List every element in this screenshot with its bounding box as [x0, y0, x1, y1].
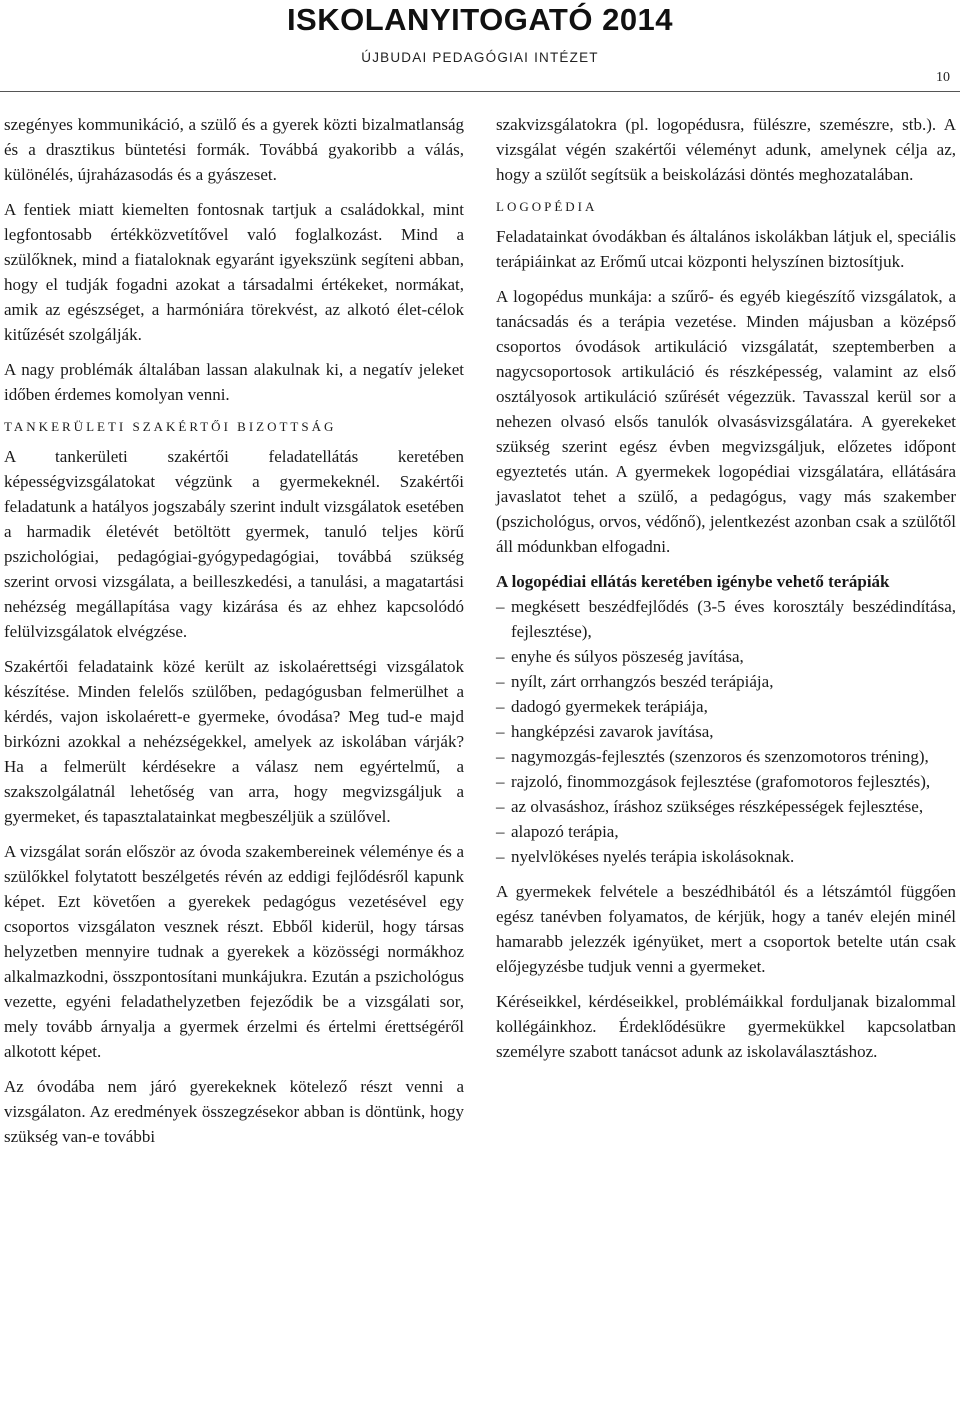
- paragraph: szegényes kommunikáció, a szülő és a gyerek közti bizalmatlanság és a drasztikus büntetési formák. Továbbá gyakoribb a válás, különélés, újraházasodás és a gyászeset.: [4, 115, 464, 184]
- list-item: – megkésett beszédfejlődés (3-5 éves korosztály beszédindítása, fejlesztése),: [496, 594, 956, 644]
- page-number: 10: [936, 70, 950, 85]
- paragraph: A fentiek miatt kiemelten fontosnak tartjuk a családokkal, mint legfontosabb értékközvetítővel való foglalkozást. Mind a szülőknek, mind a fiataloknak egyaránt igyekszünk segíteni abban, hogy el tudják fogadni azokat a társadalmi értékeket, normákat, amik az egészséget, a harmóniára törekvést, az alkotó élet-célok kitűzését szolgálják.: [4, 200, 464, 344]
- list-item: – alapozó terápia,: [496, 819, 956, 844]
- list-item: – enyhe és súlyos pöszeség javítása,: [496, 644, 956, 669]
- paragraph: A logopédus munkája: a szűrő- és egyéb kiegészítő vizsgálatok, a tanácsadás és a terápia vezetése. Minden májusban a középső csoportos óvodások artikuláció vizsgálatát, szeptemberben a nagycsoportosok artikuláció és részképesség, valamint az első osztályosok artikuláció szűrését végezzük. Tavasszal kerül sor a nehezen olvasó elsős tanulók olvasásvizsgálatára. A gyerekeket szükség szerint egész évben megvizsgáljuk, előzetes időpont egyeztetés után. A gyermekek logopédiai vizsgálatára, ellátására javaslatot tehet a szülő, a pedagógus, vagy más szakember (pszichológus, orvos, védőnő), jelentkezést azonban csak a szülőtől áll módunkban elfogadni.: [496, 287, 956, 556]
- therapy-list: [496, 594, 956, 869]
- list-item: – rajzoló, finommozgások fejlesztése (grafomotoros fejlesztés),: [496, 769, 956, 794]
- paragraph: Az óvodába nem járó gyerekeknek kötelező részt venni a vizsgálaton. Az eredmények összegzésekor abban is döntünk, hogy szükség van-e további: [4, 1077, 464, 1146]
- left-column: [4, 112, 464, 1159]
- paragraph: A nagy problémák általában lassan alakulnak ki, a negatív jeleket időben érdemes komolyan venni.: [4, 360, 464, 404]
- list-item: – nagymozgás-fejlesztés (szenzoros és szenzomotoros tréning),: [496, 744, 956, 769]
- paragraph: A vizsgálat során először az óvoda szakembereinek véleménye és a szülőkkel folytatott beszélgetés révén az eddigi fejlődésről kapunk képet. Ezt követően a gyerekek pedagógus vezetésével egy csoportos vizsgálaton vesznek részt. Ebből kiderül, hogy társas helyzetben mennyire tudnak a gyerekek a közösségi normákhoz alkalmazkodni, összpontosítani munkájukra. Ezután a pszichológus vezette, egyéni feladathelyzetben fejeződik be a vizsgálati sor, mely tovább árnyalja a gyermek érzelmi és értelmi érettségéről alkotott képet.: [4, 842, 464, 1061]
- paragraph: szakvizsgálatokra (pl. logopédusra, fülészre, szemészre, stb.). A vizsgálat végén szakértői véleményt adunk, amelynek célja az, hogy a szülőt segítsük a beiskolázási döntés meghozatalában.: [496, 115, 956, 184]
- paragraph: Kéréseikkel, kérdéseikkel, problémáikkal forduljanak bizalommal kollégáinkhoz. Érdeklődésükre gyermekükkel kapcsolatban személyre szabott tanácsot adunk az iskolaválasztáshoz.: [496, 992, 956, 1061]
- header-rule: [0, 91, 960, 92]
- paragraph: Szakértői feladataink közé került az iskolaérettségi vizsgálatok készítése. Minden felelős szülőben, pedagógusban felmerülhet a kérdés, vajon iskolaérett-e gyermeke, óvodása? Meg tud-e majd birkózni azokkal a nehézségekkel, amelyek az iskolában várják? Ha a felmerült kérdésekre a válasz nem egyértelmű, a szakszolgálatnál lehetőség van arra, hogy megvizsgáljuk a gyermeket, és tapasztalatainkat megbeszéljük a szülővel.: [4, 657, 464, 826]
- right-column: [496, 112, 956, 1074]
- list-item: – nyelvlökéses nyelés terápia iskolásoknak.: [496, 844, 956, 869]
- list-item: – nyílt, zárt orrhangzós beszéd terápiája,: [496, 669, 956, 694]
- list-item: – dadogó gyermekek terápiája,: [496, 694, 956, 719]
- paragraph: A gyermekek felvétele a beszédhibától és a létszámtól függően egész tanévben folyamatos, de kérjük, hogy a tanév elején minél hamarabb jelezzék igényüket, mert a csoportok betelte után csak előjegyzésbe tudjuk venni a gyermeket.: [496, 882, 956, 976]
- paragraph: Feladatainkat óvodákban és általános iskolákban látjuk el, speciális terápiáinkat az Erőmű utcai központi helyszínen biztosítjuk.: [496, 227, 956, 271]
- paragraph: A tankerületi szakértői feladatellátás keretében képességvizsgálatokat végzünk a gyermekeknél. Szakértői feladatunk a hatályos jogszabály szerint indult vizsgálatok esetében a harmadik életévét betöltött gyermek, tanuló teljes körű pszichológiai, pedagógiai-gyógypedagógiai, továbbá szükség szerint orvosi vizsgálata, a beilleszkedési, a tanulási, a magatartási nehézség megállapítása vagy kizárása és az ehhez kapcsolódó felülvizsgálatok elvégzése.: [4, 447, 464, 641]
- section-heading: LOGOPÉDIA: [496, 199, 598, 214]
- section-heading: TANKERÜLETI SZAKÉRTŐI BIZOTTSÁG: [4, 419, 337, 434]
- list-item: – hangképzési zavarok javítása,: [496, 719, 956, 744]
- page-title: ISKOLANYITOGATÓ 2014: [286, 2, 674, 37]
- list-title: A logopédiai ellátás keretében igénybe vehető terápiák: [496, 572, 890, 591]
- page-subtitle: ÚJBUDAI PEDAGÓGIAI INTÉZET: [361, 50, 599, 65]
- list-item: – az olvasáshoz, íráshoz szükséges részképességek fejlesztése,: [496, 794, 956, 819]
